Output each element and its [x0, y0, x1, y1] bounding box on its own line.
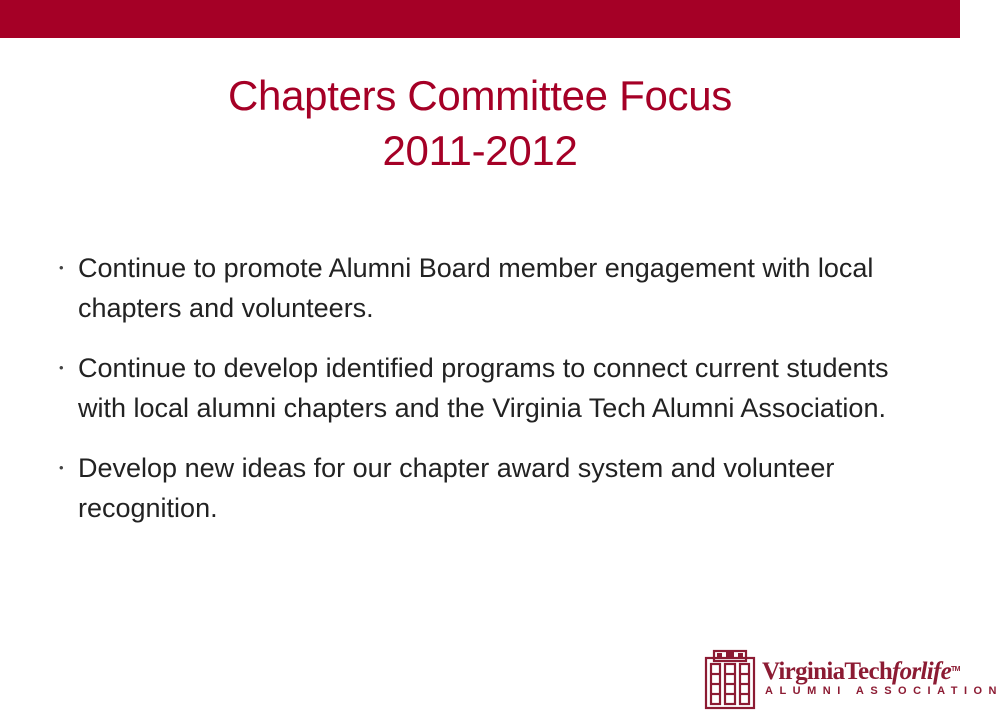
building-tower-icon [702, 648, 758, 710]
slide-title-line-1: Chapters Committee Focus [228, 72, 732, 119]
slide-title-line-2: 2011-2012 [382, 127, 578, 174]
logo-tagline: ALUMNI ASSOCIATION [765, 685, 1003, 697]
alumni-association-logo [702, 648, 1003, 710]
logo-name-suffix: forlife [892, 658, 952, 685]
logo-trademark: TM [951, 666, 960, 673]
bullet-text: Continue to develop identified programs to connect current students with local alumni chapters and the Virginia Tech Alumni Association. [78, 353, 889, 423]
bullet-item [58, 448, 918, 528]
logo-name-main: VirginiaTech [762, 658, 893, 685]
logo-wordmark [762, 655, 960, 687]
bullet-point-icon: • [59, 460, 64, 475]
bullet-text: Develop new ideas for our chapter award system and volunteer recognition. [78, 453, 835, 523]
bullet-item [58, 348, 918, 428]
bullet-point-icon: • [59, 360, 64, 375]
bullet-text: Continue to promote Alumni Board member engagement with local chapters and volunteers. [78, 253, 874, 323]
slide-title [0, 68, 960, 178]
bullet-point-icon: • [59, 260, 64, 275]
top-accent-bar [0, 0, 960, 38]
bullet-item [58, 248, 918, 328]
bullet-list [58, 248, 918, 528]
